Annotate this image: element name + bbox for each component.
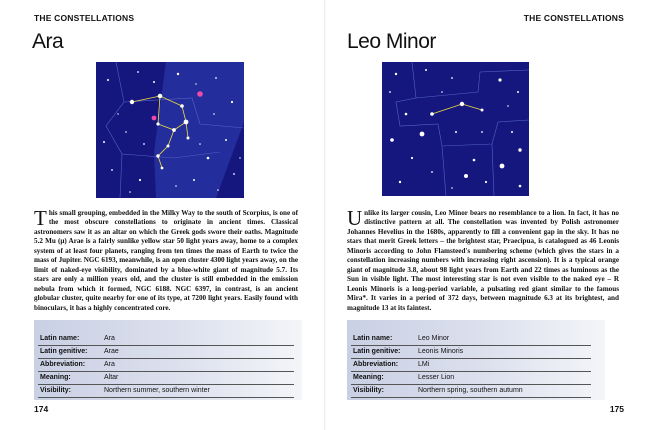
- fact-row-visibility: [38, 385, 298, 397]
- fact-value: Lesser Lion: [418, 374, 455, 381]
- fact-label: Latin genitive:: [353, 348, 401, 355]
- fact-value: Leonis Minoris: [418, 348, 464, 355]
- fact-row-meaning: [38, 372, 298, 384]
- leo-minor-star-map: [382, 62, 529, 196]
- fact-row-meaning: [351, 372, 601, 384]
- fact-label: Latin name:: [353, 335, 393, 342]
- fact-value: Ara: [104, 335, 115, 342]
- page-number: 174: [34, 404, 49, 414]
- fact-label: Latin name:: [40, 335, 80, 342]
- right-page: [325, 0, 650, 430]
- page-number: 175: [609, 404, 624, 414]
- body-text: [347, 206, 619, 313]
- nebula-marker: [197, 91, 203, 97]
- fact-value: Altar: [104, 374, 119, 381]
- fact-label: Meaning:: [353, 374, 384, 381]
- fact-label: Latin genitive:: [40, 348, 88, 355]
- sky-background: [382, 62, 529, 196]
- fact-row-abbreviation: [38, 359, 298, 371]
- fact-label: Visibility:: [353, 387, 384, 394]
- fact-value: Arae: [104, 348, 119, 355]
- body-text: [34, 206, 299, 313]
- fact-label: Meaning:: [40, 374, 71, 381]
- fact-divider: [351, 397, 591, 398]
- ara-star-map: [96, 62, 244, 198]
- fact-row-abbreviation: [351, 359, 601, 371]
- fact-label: Abbreviation:: [353, 361, 399, 368]
- fact-value: LMi: [418, 361, 430, 368]
- fact-value: Ara: [104, 361, 115, 368]
- running-head: THE CONSTELLATIONS: [523, 13, 624, 23]
- fact-value: Northern spring, southern autumn: [418, 387, 523, 394]
- page-title: Leo Minor: [347, 30, 436, 53]
- fact-row-latin-genitive: [38, 346, 298, 358]
- drop-cap: T: [34, 206, 47, 230]
- fact-label: Visibility:: [40, 387, 71, 394]
- fact-value: Northern summer, southern winter: [104, 387, 210, 394]
- fact-row-latin-name: [38, 333, 298, 345]
- fact-label: Abbreviation:: [40, 361, 86, 368]
- fact-row-latin-name: [351, 333, 601, 345]
- fact-value: Leo Minor: [418, 335, 450, 342]
- fact-row-visibility: [351, 385, 601, 397]
- body-paragraph: nlike its larger cousin, Leo Minor bears no resemblance to a lion. In fact, it has no distinctive pattern at all. The constellation was invented by Polish astronomer Johannes Hevelius in the 1680s, apparently to fill a convenient gap in the sky. It has no stars that merit Greek letters – the brightest star, Praecipua, is catalogued as 46 Leonis Minoris according to John Flamsteed's numbering scheme (which gives the stars in a constellation increasing numbers with increasing right ascension). It is a typical orange giant of magnitude 3.8, about 98 light years from Earth and 22 times as luminous as the Sun in visible light. The most interesting star is not even visible to the naked eye – R Leonis Minoris is a long-period variable, a pulsating red giant similar to the famous Mira*. It varies in a period of 372 days, between magnitude 6.3 at its brightest, and magnitude 13 at its faintest.: [347, 209, 619, 312]
- fact-row-latin-genitive: [351, 346, 601, 358]
- running-head: THE CONSTELLATIONS: [34, 13, 135, 23]
- page-title: Ara: [32, 30, 64, 53]
- facts-panel: [34, 320, 302, 400]
- fact-divider: [38, 397, 294, 398]
- drop-cap: U: [347, 206, 363, 230]
- body-paragraph: his small grouping, embedded in the Milky Way to the south of Scorpius, is one of the most obscure constellations to originate in ancient times. Classical astronomers saw it as an altar on which the Greek gods swore their oaths. Magnitude 5.2 Mu (μ) Arae is a fairly sunlike yellow star 50 light years away, home to a complex system of at least four planets, ranging from ten times the mass of Earth to twice the mass of Jupiter. NGC 6193, meanwhile, is an open cluster 4300 light years away, on the limit of naked-eye visibility, dominated by a blue-white giant of magnitude 5.7. Its stars are only a million years old, and the cluster is still embedded in the emission nebula from which it formed, NGC 6188. NGC 6397, in contrast, is an ancient globular cluster, quite nearby for one of its type, at 7200 light years. Easily found with binoculars, it has a highly concentrated core.: [34, 209, 299, 312]
- facts-panel: [347, 320, 605, 400]
- nebula-marker: [152, 116, 157, 121]
